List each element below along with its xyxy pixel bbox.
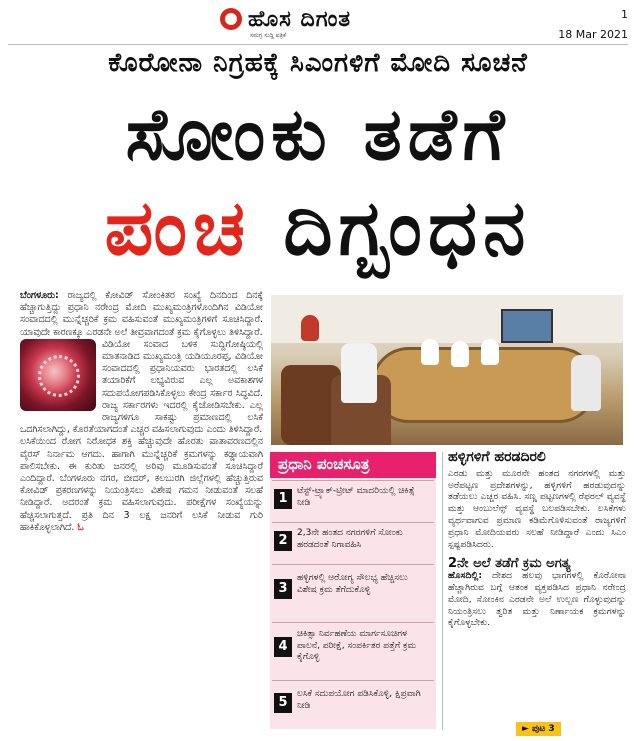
panchasutra-item: 2 2,3ನೇ ಹಂತದ ನಗರಗಳಿಗೆ ಸೋಂಕು ಹರಡದಂತೆ ನಿಗಾವಹಿಸಿ [272,522,434,563]
column-divider [442,452,443,730]
panchasutra-item: 3 ಹಳ್ಳಿಗಳಲ್ಲಿ ಆರೋಗ್ಯ ಸೌಲಭ್ಯ ಹೆಚ್ಚಿಸಲು ವಿಶೇಷ ಕ್ರಮ ತೆಗೆದುಕೊಳ್ಳಿ [272,564,434,621]
panchasutra-item: 5 ಲಸಿಕೆ ಸದುಪಯೋಗ ಪಡಿಸಿಕೊಳ್ಳಿ, ಕ್ಷಿಪ್ರವಾಗಿ ನೀಡಿ [272,680,434,729]
headline-black-word: ದಿಗ್ಬಂಧನ [250,183,532,272]
virus-image [20,339,96,411]
edition-date: 18 Mar 2021 [558,28,628,41]
masthead [0,0,636,44]
main-headline-line1: ಸೋಂಕು ತಡೆಗೆ [125,92,511,176]
panchasutra-box [270,452,436,729]
page-number: 1 [621,8,628,21]
sidebar-dateline: ಹೊಸದಿಲ್ಲಿ: [448,570,483,582]
logo-text: ಹೊಸ ದಿಗಂತ [248,6,352,32]
article-paragraph: ಲಸಿಕೆಯಿಂದ ರೋಗ ನಿರೋಧಕ ಶಕ್ತಿ ಹೆಚ್ಚುವುದೇ ಹೊರತು ವಾತಾವರಣದಲ್ಲಿನ ವೈರಸ್ ನಿರ್ನಾಮ ಆಗದು. ಹಾಗಾಗಿ ಮುನ್ನೆಚ್ಚರಿಕೆ ಕ್ರಮಗಳನ್ನು ಕಡ್ಡಾಯವಾಗಿ ಪಾಲಿಸಬೇಕು. ಈ ಕುರಿತು ಜನರಲ್ಲಿ ಅರಿವು ಮೂಡಿಸುವಂತೆ ಸೂಚಿಸಿದ್ದಾರೆ ಎಂದಿದ್ದಾರೆ. ಬೆಂಗಳೂರು ನಗರ, ಬೀದರ್, ಕಲಬುರಗಿ ಜಿಲ್ಲೆಗಳಲ್ಲಿ ಹೆಚ್ಚುತ್ತಿರುವ ಕೋವಿಡ್ ಪ್ರಕರಣಗಳನ್ನು ನಿಯಂತ್ರಿಸಲು ವಿಶೇಷ ಗಮನ ನೀಡುವಂತೆ ಸಲಹೆ ನೀಡಿದ್ದಾರೆ. ಅದರಂತೆ ಕ್ರಮ ವಹಿಸಲಾಗುವುದು. ಪರೀಕ್ಷೆಗಳ ಸಂಖ್ಯೆಯನ್ನು ಹೆಚ್ಚಿಸಲಾಗುತ್ತದೆ. ಪ್ರತಿ ದಿನ 3 ಲಕ್ಷ ಜನರಿಗೆ ಲಸಿಕೆ ನೀಡುವ ಗುರಿ ಹಾಕಿಕೊಳ್ಳಲಾಗಿದೆ. ಓ [20,436,263,533]
video-screen [501,309,553,343]
dateline: ಬೆಂಗಳೂರು: [20,290,59,301]
article-paragraph: ವಿಡಿಯೋ ಸಂವಾದ ಬಳಿಕ ಸುದ್ದಿಗೋಷ್ಠಿಯಲ್ಲಿ ಮಾತನಾಡಿದ ಮುಖ್ಯಮಂತ್ರಿ ಯಡಿಯೂರಪ್ಪ, ವಿಡಿಯೋ ಸಂವಾದದಲ್ಲಿ ಪ್ರಧಾನಿಯವರು ಭಾರತದಲ್ಲಿ ಲಸಿಕೆ ತಯಾರಿಕೆಗೆ ಲಭ್ಯವಿರುವ ಎಲ್ಲ ಅವಕಾಶಗಳ ಸದುಪಯೋಗಪಡಿಸಿಕೊಳ್ಳಲು ಕೇಂದ್ರ ಸರ್ಕಾರ ಸಿದ್ಧವಿದೆ. ರಾಜ್ಯ ಸರ್ಕಾರಗಳು ಇದರಲ್ಲಿ ಕೈಜೋಡಿಸಬೇಕು. ಎಲ್ಲ ರಾಜ್ಯಗಳಿಗೂ ಸಾಕಷ್ಟು ಪ್ರಮಾಣದಲ್ಲಿ ಲಸಿಕೆ ಒದಗಿಸಲಾಗಿದ್ದು, ಕೊರತೆಯಾಗದಂತೆ ಎಚ್ಚರ ವಹಿಸಲಾಗುವುದು ಎಂದು ತಿಳಿಸಿದ್ದಾರೆ. [20,338,263,436]
end-mark: ಓ [77,521,84,533]
sidebar-subheading: 2ನೇ ಅಲೆ ತಡೆಗೆ ಕ್ರಮ ಅಗತ್ಯ [448,556,571,572]
main-headline-line2 [10,183,626,272]
sidebar-paragraph: ಹೊಸದಿಲ್ಲಿ: ದೇಶದ ಹಲವು ಭಾಗಗಳಲ್ಲಿ ಕೊರೋನಾ ಹೆಚ್ಚಾಗಿರುವ ಬಗ್ಗೆ ಆತಂಕ ವ್ಯಕ್ತಪಡಿಸಿದ ಪ್ರಧಾನಿ ನರೇಂದ್ರ ಮೋದಿ, ಸೋಂಕಿನ ಎರಡನೇ ಅಲೆ ಉಲ್ಬಣ ಗೊಳ್ಳುವುದನ್ನು ನಿಯಂತ್ರಿಸಲು ತ್ವರಿತ ಮತ್ತು ನಿರ್ಣಾಯಕ ಕ್ರಮಗಳನ್ನು ಕೈಗೊಳ್ಳಬೇಕು. [448,570,626,629]
newspaper-logo [220,4,351,34]
panchasutra-title: ಪ್ರಧಾನಿ ಪಂಚಸೂತ್ರ [270,452,436,478]
kicker-headline: ಕೊರೋನಾ ನಿಗ್ರಹಕ್ಕೆ ಸಿಎಂಗಳಿಗೆ ಮೋದಿ ಸೂಚನೆ [108,48,528,78]
sidebar-paragraph: ಎರಡು ಮತ್ತು ಮೂರನೇ ಹಂತದ ನಗರಗಳಲ್ಲಿ ಮತ್ತು ಅರೆಪಟ್ಟಣ ಪ್ರದೇಶಗಳನ್ನು, ಹಳ್ಳಿಗಳಿಗೆ ಹರಡುವುದನ್ನು ತಡೆಯಲು ಎಚ್ಚರ ವಹಿಸಿ. ಸಣ್ಣ ಪಟ್ಟಣಗಳಲ್ಲಿ ರೆಫರಲ್ ವ್ಯವಸ್ಥೆ ಮತ್ತು ಆಂಬುಲೆನ್ಸ್ ವ್ಯವಸ್ಥೆ ಬಲಪಡಿಸಬೇಕು. ಲಸಿಕೆಗಳು ವ್ಯರ್ಥವಾಗುವ ಪ್ರಮಾಣ ಕಡಿಮೆಗೊಳಿಸುವಂತೆ ರಾಜ್ಯಗಳಿಗೆ ಪ್ರಧಾನಿ ಮೋದಿಯವರು ಸಲಹೆ ನೀಡಿದ್ದಾರೆ ಎಂದು ಸಿಎಂ ಸ್ಪಷ್ಟಪಡಿಸಿದರು. [448,467,626,550]
meeting-photo [271,295,623,445]
panchasutra-item: 4 ಚಿಕಿತ್ಸಾ ನಿರ್ವಹಣೆಯ ಮಾರ್ಗಸೂಚಿಗಳ ಪಾಲನೆ, ಪರೀಕ್ಷೆ, ಸಂಪರ್ಕಿತರ ಪತ್ತೆಗೆ ಕ್ರಮ ಕೈಗೊಳ್ಳಿ [272,622,434,679]
article-body [20,290,263,534]
headline-red-word: ಪಂಚ [104,183,251,272]
logo-emblem-icon [220,8,242,30]
article-paragraph: ಬೆಂಗಳೂರು: ರಾಜ್ಯದಲ್ಲಿ ಕೋವಿಡ್ ಸೋಂಕಿತರ ಸಂಖ್ಯೆ ದಿನದಿಂದ ದಿನಕ್ಕೆ ಹೆಚ್ಚಾಗುತ್ತಿದ್ದು ಪ್ರಧಾನಿ ನರೇಂದ್ರ ಮೋದಿ ಮುಖ್ಯಮಂತ್ರಿಗಳೊಂದಿಗಿನ ವಿಡಿಯೋ ಸಂವಾದದಲ್ಲಿ ಮುನ್ನೆಚ್ಚರಿಕೆ ಕ್ರಮ ವಹಿಸುವಂತೆ ಮುಖ್ಯಮಂತ್ರಿಗಳಿಗೆ ಸೂಚಿಸಿದ್ದಾರೆ. ಯಾವುದೇ ಕಾರಣಕ್ಕೂ ಎರಡನೇ ಅಲೆ ತೀವ್ರವಾಗದಂತೆ ಕ್ರಮ ಕೈಗೊಳ್ಳಲು ತಿಳಿಸಿದ್ದಾರೆ. [20,290,263,338]
logo-tagline: ಸಮಗ್ರ ಸುದ್ದಿ ಪತ್ರಿಕೆ [250,32,286,39]
masthead-divider [8,44,628,45]
sidebar-story [448,449,626,629]
continued-on-page-link[interactable]: ► ಪುಟ 3 [516,722,561,736]
panchasutra-item: 1 ಟೆಸ್ಟ್-ಟ್ರ್ಯಾಕ್-ಟ್ರೀಟ್ ಮಾದರಿಯಲ್ಲಿ ಚಿಕಿತ್ಸೆ ನೀಡಿ [272,480,434,521]
sidebar-heading: ಹಳ್ಳಿಗಳಿಗೆ ಹರಡದಿರಲಿ [448,449,546,465]
